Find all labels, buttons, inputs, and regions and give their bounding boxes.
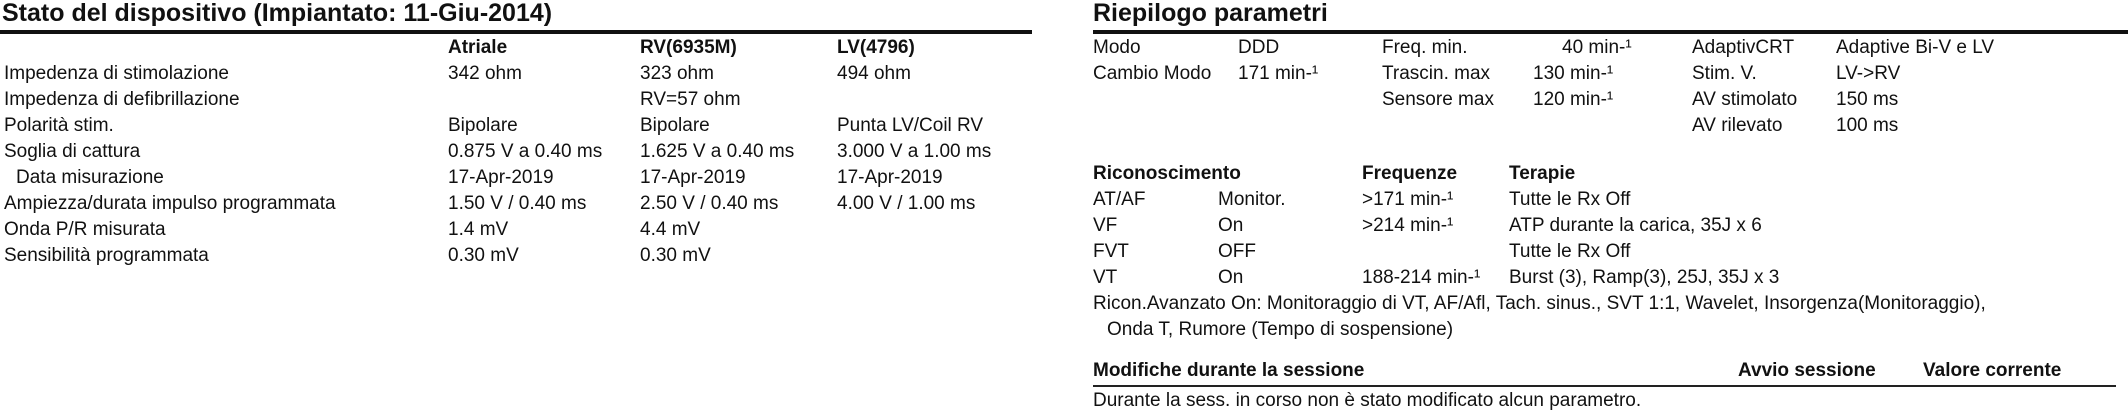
paced-av-value: 150 ms <box>1836 89 1899 110</box>
detection-header: Riconoscimento <box>1093 163 1241 184</box>
current-value-header: Valore corrente <box>1923 360 2062 381</box>
max-tracking-label: Trascin. max <box>1382 63 1491 84</box>
cell-lv: 3.000 V a 1.00 ms <box>837 141 992 162</box>
title-divider <box>0 30 1032 34</box>
zone-therapy: Tutte le Rx Off <box>1509 241 1631 262</box>
v-pacing-value: LV->RV <box>1836 63 1901 84</box>
col-header-lv: LV(4796) <box>837 37 915 58</box>
sensed-av-value: 100 ms <box>1836 115 1899 136</box>
zone-status: On <box>1218 267 1244 288</box>
zone-name: FVT <box>1093 241 1129 262</box>
row-label: Polarità stim. <box>4 115 114 136</box>
row-label: Soglia di cattura <box>4 141 141 162</box>
row-label: Impedenza di stimolazione <box>4 63 229 84</box>
zone-rate: >214 min-¹ <box>1362 215 1454 236</box>
adaptivcrt-value: Adaptive Bi-V e LV <box>1836 37 1995 58</box>
cell-atrial: 0.30 mV <box>448 245 519 266</box>
zone-therapy: Burst (3), Ramp(3), 25J, 35J x 3 <box>1509 267 1780 288</box>
row-label: Onda P/R misurata <box>4 219 166 240</box>
rates-header: Frequenze <box>1362 163 1458 184</box>
cell-atrial: 0.875 V a 0.40 ms <box>448 141 603 162</box>
col-header-rv: RV(6935M) <box>640 37 737 58</box>
zone-name: VF <box>1093 215 1118 236</box>
cell-rv: 17-Apr-2019 <box>640 167 746 188</box>
section-divider <box>1093 385 2116 387</box>
cell-rv: Bipolare <box>640 115 710 136</box>
zone-name: VT <box>1093 267 1118 288</box>
session-changes-title: Modifiche durante la sessione <box>1093 360 1365 381</box>
cell-rv: 0.30 mV <box>640 245 711 266</box>
cell-atrial: Bipolare <box>448 115 518 136</box>
mode-value: DDD <box>1238 37 1280 58</box>
cell-rv: 4.4 mV <box>640 219 701 240</box>
mode-switch-value: 171 min-¹ <box>1238 63 1319 84</box>
mode-label: Modo <box>1093 37 1141 58</box>
max-tracking-value: 130 min-¹ <box>1533 63 1614 84</box>
sensed-av-label: AV rilevato <box>1692 115 1783 136</box>
zone-therapy: ATP durante la carica, 35J x 6 <box>1509 215 1762 236</box>
row-label: Data misurazione <box>16 167 164 188</box>
zone-status: OFF <box>1218 241 1256 262</box>
cell-rv: RV=57 ohm <box>640 89 741 110</box>
zone-rate: >171 min-¹ <box>1362 189 1454 210</box>
cell-atrial: 17-Apr-2019 <box>448 167 554 188</box>
therapies-header: Terapie <box>1509 163 1576 184</box>
cell-atrial: 1.50 V / 0.40 ms <box>448 193 587 214</box>
advanced-detection-text-cont: Onda T, Rumore (Tempo di sospensione) <box>1107 319 1454 340</box>
zone-status: Monitor. <box>1218 189 1286 210</box>
cell-lv: Punta LV/Coil RV <box>837 115 984 136</box>
row-label: Ampiezza/durata impulso programmata <box>4 193 336 214</box>
lower-rate-value: 40 min-¹ <box>1562 37 1632 58</box>
cell-lv: 17-Apr-2019 <box>837 167 943 188</box>
paced-av-label: AV stimolato <box>1692 89 1798 110</box>
v-pacing-label: Stim. V. <box>1692 63 1757 84</box>
col-header-atrial: Atriale <box>448 37 508 58</box>
row-label: Impedenza di defibrillazione <box>4 89 240 110</box>
device-status-title: Stato del dispositivo (Impiantato: 11-Giu-2014) <box>2 0 553 27</box>
cell-atrial: 342 ohm <box>448 63 522 84</box>
row-label: Sensibilità programmata <box>4 245 209 266</box>
lower-rate-label: Freq. min. <box>1382 37 1468 58</box>
zone-rate: 188-214 min-¹ <box>1362 267 1481 288</box>
max-sensor-value: 120 min-¹ <box>1533 89 1614 110</box>
param-summary-title: Riepilogo parametri <box>1093 0 1328 27</box>
mode-switch-label: Cambio Modo <box>1093 63 1212 84</box>
no-changes-note: Durante la sess. in corso non è stato modificato alcun parametro. <box>1093 390 1642 411</box>
cell-rv: 1.625 V a 0.40 ms <box>640 141 795 162</box>
cell-lv: 4.00 V / 1.00 ms <box>837 193 976 214</box>
title-divider <box>1093 30 2128 34</box>
cell-rv: 2.50 V / 0.40 ms <box>640 193 779 214</box>
cell-lv: 494 ohm <box>837 63 911 84</box>
max-sensor-label: Sensore max <box>1382 89 1494 110</box>
zone-status: On <box>1218 215 1244 236</box>
zone-name: AT/AF <box>1093 189 1146 210</box>
cell-atrial: 1.4 mV <box>448 219 509 240</box>
session-start-header: Avvio sessione <box>1738 360 1876 381</box>
zone-therapy: Tutte le Rx Off <box>1509 189 1631 210</box>
advanced-detection-text: Ricon.Avanzato On: Monitoraggio di VT, AF/Afl, Tach. sinus., SVT 1:1, Wavelet, Insorgenza(Monitoraggio), <box>1093 293 1986 314</box>
adaptivcrt-label: AdaptivCRT <box>1692 37 1795 58</box>
cell-rv: 323 ohm <box>640 63 714 84</box>
